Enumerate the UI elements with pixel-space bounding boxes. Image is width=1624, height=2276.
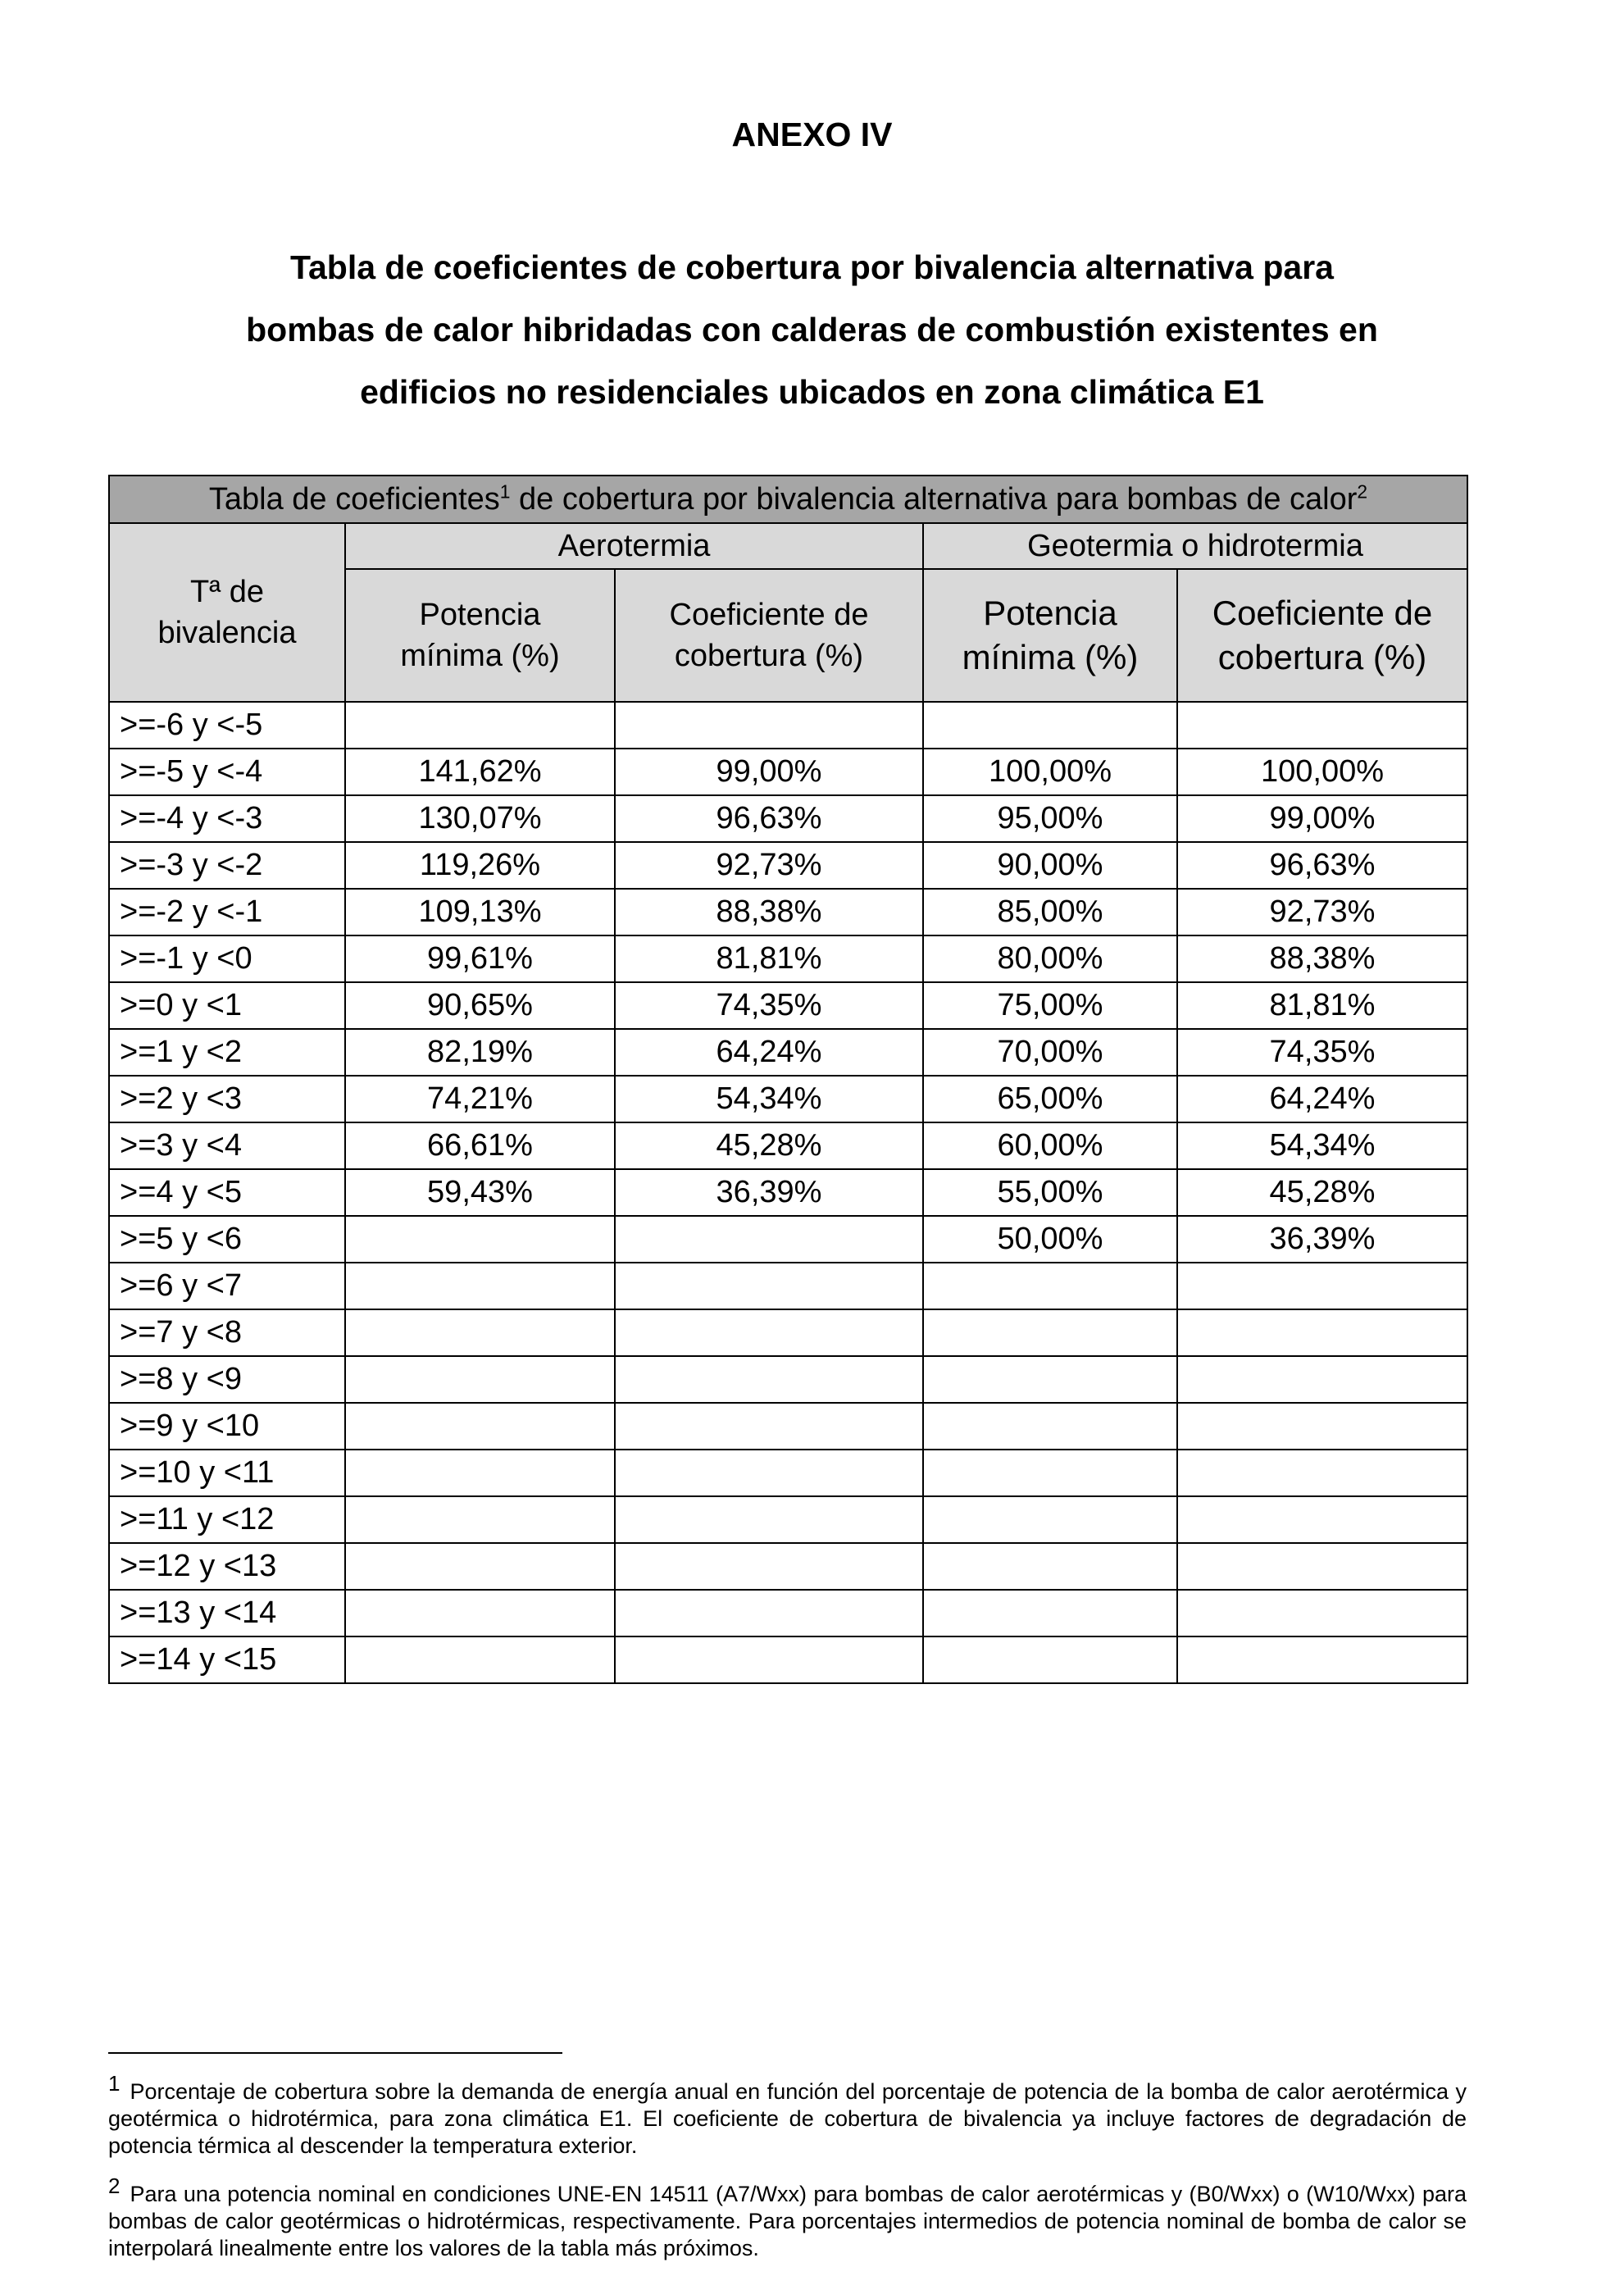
aero-potencia-cell: 74,21% <box>345 1076 615 1122</box>
aero-potencia-cell <box>345 1263 615 1309</box>
geo-coeficiente-cell <box>1177 1450 1467 1496</box>
aero-potencia-cell <box>345 1309 615 1356</box>
aero-potencia-cell <box>345 702 615 749</box>
geo-coeficiente-cell <box>1177 1543 1467 1590</box>
geo-potencia-cell <box>923 702 1177 749</box>
aero-coeficiente-cell: 92,73% <box>615 842 923 889</box>
table-row <box>109 1450 1467 1496</box>
geo-potencia-cell <box>923 1590 1177 1636</box>
aero-potencia-cell: 130,07% <box>345 795 615 842</box>
geo-coeficiente-cell <box>1177 702 1467 749</box>
aero-coeficiente-cell <box>615 1496 923 1543</box>
col-header-line: cobertura (%) <box>674 639 864 673</box>
geo-coeficiente-cell: 99,00% <box>1177 795 1467 842</box>
table-row <box>109 982 1467 1029</box>
title-line: bombas de calor hibridadas con calderas de combustión existentes en <box>246 311 1378 348</box>
geo-coeficiente-cell <box>1177 1496 1467 1543</box>
aero-coeficiente-cell: 99,00% <box>615 749 923 795</box>
table-row <box>109 935 1467 982</box>
col-header-line: Potencia <box>983 594 1117 632</box>
aero-coeficiente-cell <box>615 1450 923 1496</box>
aero-potencia-cell <box>345 1496 615 1543</box>
aero-coeficiente-cell <box>615 1263 923 1309</box>
geo-potencia-cell: 65,00% <box>923 1076 1177 1122</box>
annex-title: ANEXO IV <box>731 116 893 153</box>
table-row <box>109 702 1467 749</box>
aero-potencia-cell: 66,61% <box>345 1122 615 1169</box>
geo-potencia-cell <box>923 1450 1177 1496</box>
aero-coeficiente-cell: 45,28% <box>615 1122 923 1169</box>
aero-coeficiente-cell <box>615 702 923 749</box>
aero-coeficiente-cell: 96,63% <box>615 795 923 842</box>
aero-potencia-cell: 119,26% <box>345 842 615 889</box>
geo-potencia-cell: 60,00% <box>923 1122 1177 1169</box>
col-header-geo-coeficiente <box>1177 569 1467 702</box>
aero-coeficiente-cell <box>615 1403 923 1450</box>
aero-potencia-cell <box>345 1216 615 1263</box>
aero-coeficiente-cell <box>615 1636 923 1683</box>
col-header-line: mínima (%) <box>400 639 560 673</box>
title-line: edificios no residenciales ubicados en zona climática E1 <box>360 373 1264 411</box>
table-row <box>109 889 1467 935</box>
geo-coeficiente-cell: 45,28% <box>1177 1169 1467 1216</box>
col-header-line: Coeficiente de <box>1212 594 1433 632</box>
footnote-1 <box>108 2070 1467 2160</box>
footnote-2 <box>108 2173 1467 2262</box>
row-range-cell: >=-2 y <-1 <box>109 889 345 935</box>
row-range-cell: >=4 y <5 <box>109 1169 345 1216</box>
col-header-line: Coeficiente de <box>669 598 869 632</box>
geo-coeficiente-cell: 81,81% <box>1177 982 1467 1029</box>
col-header-line: mínima (%) <box>962 638 1139 676</box>
geo-coeficiente-cell: 74,35% <box>1177 1029 1467 1076</box>
footnote-text: Para una potencia nominal en condiciones UNE-EN 14511 (A7/Wxx) para bombas de calor aerotérmicas y (B0/Wxx) o (W10/Wxx) para bombas de calor geotérmicas o hidrotérmicas, respectivamente. Para porcentajes intermedios de potencia nominal de bomba de calor se interpolará linealmente entre los valores de la tabla más próximos. <box>108 2182 1467 2260</box>
aero-potencia-cell: 141,62% <box>345 749 615 795</box>
footnote-mark: 1 <box>108 2071 121 2096</box>
table-caption <box>109 476 1467 523</box>
table-row <box>109 1216 1467 1263</box>
table-row <box>109 1263 1467 1309</box>
table-row <box>109 1496 1467 1543</box>
footnote-ref-2: 2 <box>1357 480 1368 502</box>
group-header-aerotermia: Aerotermia <box>345 523 923 569</box>
geo-coeficiente-cell: 54,34% <box>1177 1122 1467 1169</box>
row-range-cell: >=-6 y <-5 <box>109 702 345 749</box>
aero-potencia-cell: 59,43% <box>345 1169 615 1216</box>
row-range-cell: >=11 y <12 <box>109 1496 345 1543</box>
aero-coeficiente-cell: 64,24% <box>615 1029 923 1076</box>
aero-potencia-cell <box>345 1356 615 1403</box>
aero-potencia-cell <box>345 1590 615 1636</box>
aero-coeficiente-cell: 88,38% <box>615 889 923 935</box>
aero-coeficiente-cell: 54,34% <box>615 1076 923 1122</box>
row-range-cell: >=6 y <7 <box>109 1263 345 1309</box>
geo-potencia-cell: 100,00% <box>923 749 1177 795</box>
aero-potencia-cell <box>345 1543 615 1590</box>
geo-coeficiente-cell: 88,38% <box>1177 935 1467 982</box>
footnote-text: Porcentaje de cobertura sobre la demanda de energía anual en función del porcentaje de potencia de la bomba de calor aerotérmica y geotérmica o hidrotérmica, para zona climática E1. El coeficiente de cobertura de bivalencia ya incluye factores de degradación de potencia térmica al descender la temperatura exterior. <box>108 2079 1467 2158</box>
row-range-cell: >=3 y <4 <box>109 1122 345 1169</box>
table-row <box>109 1356 1467 1403</box>
table-row <box>109 1543 1467 1590</box>
row-range-cell: >=-3 y <-2 <box>109 842 345 889</box>
aero-potencia-cell <box>345 1403 615 1450</box>
geo-coeficiente-cell <box>1177 1356 1467 1403</box>
coefficients-table <box>108 475 1468 1684</box>
geo-coeficiente-cell <box>1177 1636 1467 1683</box>
document-title <box>131 236 1493 423</box>
title-line: Tabla de coeficientes de cobertura por bivalencia alternativa para <box>290 248 1334 286</box>
table-row <box>109 795 1467 842</box>
geo-coeficiente-cell: 64,24% <box>1177 1076 1467 1122</box>
geo-potencia-cell: 55,00% <box>923 1169 1177 1216</box>
row-range-cell: >=9 y <10 <box>109 1403 345 1450</box>
col-header-aero-coeficiente <box>615 569 923 702</box>
col-header-line: cobertura (%) <box>1217 638 1427 676</box>
geo-coeficiente-cell <box>1177 1309 1467 1356</box>
row-range-cell: >=8 y <9 <box>109 1356 345 1403</box>
aero-coeficiente-cell: 81,81% <box>615 935 923 982</box>
table-row <box>109 1403 1467 1450</box>
geo-coeficiente-cell: 92,73% <box>1177 889 1467 935</box>
group-header-geotermia: Geotermia o hidrotermia <box>923 523 1467 569</box>
row-range-cell: >=5 y <6 <box>109 1216 345 1263</box>
geo-potencia-cell: 95,00% <box>923 795 1177 842</box>
row-range-cell: >=12 y <13 <box>109 1543 345 1590</box>
col-header-geo-potencia <box>923 569 1177 702</box>
temperature-header <box>109 523 345 702</box>
aero-coeficiente-cell <box>615 1543 923 1590</box>
geo-coeficiente-cell <box>1177 1403 1467 1450</box>
aero-coeficiente-cell: 36,39% <box>615 1169 923 1216</box>
geo-potencia-cell <box>923 1309 1177 1356</box>
geo-coeficiente-cell: 36,39% <box>1177 1216 1467 1263</box>
geo-potencia-cell <box>923 1263 1177 1309</box>
row-range-cell: >=13 y <14 <box>109 1590 345 1636</box>
geo-potencia-cell: 70,00% <box>923 1029 1177 1076</box>
aero-coeficiente-cell <box>615 1309 923 1356</box>
table-row <box>109 1309 1467 1356</box>
table-row <box>109 1076 1467 1122</box>
row-range-cell: >=-5 y <-4 <box>109 749 345 795</box>
aero-potencia-cell: 99,61% <box>345 935 615 982</box>
geo-potencia-cell <box>923 1403 1177 1450</box>
table-row <box>109 842 1467 889</box>
col-header-line: Potencia <box>419 598 541 632</box>
row-range-cell: >=14 y <15 <box>109 1636 345 1683</box>
row-range-cell: >=10 y <11 <box>109 1450 345 1496</box>
footnotes <box>108 2070 1467 2275</box>
aero-potencia-cell: 82,19% <box>345 1029 615 1076</box>
aero-coeficiente-cell <box>615 1356 923 1403</box>
caption-text: de cobertura por bivalencia alternativa para bombas de calor <box>510 481 1358 517</box>
table-row <box>109 1590 1467 1636</box>
geo-potencia-cell: 75,00% <box>923 982 1177 1029</box>
geo-coeficiente-cell <box>1177 1263 1467 1309</box>
table-row <box>109 1636 1467 1683</box>
aero-potencia-cell: 90,65% <box>345 982 615 1029</box>
footnote-separator <box>108 2052 562 2054</box>
aero-potencia-cell <box>345 1636 615 1683</box>
aero-potencia-cell <box>345 1450 615 1496</box>
aero-coeficiente-cell: 74,35% <box>615 982 923 1029</box>
aero-potencia-cell: 109,13% <box>345 889 615 935</box>
table-row <box>109 1169 1467 1216</box>
row-range-cell: >=7 y <8 <box>109 1309 345 1356</box>
row-range-cell: >=1 y <2 <box>109 1029 345 1076</box>
col-header-aero-potencia <box>345 569 615 702</box>
temperature-header-line: Tª de <box>189 575 265 609</box>
geo-potencia-cell: 90,00% <box>923 842 1177 889</box>
geo-potencia-cell <box>923 1356 1177 1403</box>
row-range-cell: >=-4 y <-3 <box>109 795 345 842</box>
geo-potencia-cell <box>923 1636 1177 1683</box>
geo-coeficiente-cell <box>1177 1590 1467 1636</box>
footnote-mark: 2 <box>108 2174 121 2198</box>
table-row <box>109 1029 1467 1076</box>
row-range-cell: >=-1 y <0 <box>109 935 345 982</box>
aero-coeficiente-cell <box>615 1590 923 1636</box>
geo-coeficiente-cell: 100,00% <box>1177 749 1467 795</box>
caption-text: Tabla de coeficientes <box>208 481 500 517</box>
aero-coeficiente-cell <box>615 1216 923 1263</box>
row-range-cell: >=2 y <3 <box>109 1076 345 1122</box>
geo-coeficiente-cell: 96,63% <box>1177 842 1467 889</box>
geo-potencia-cell: 50,00% <box>923 1216 1177 1263</box>
footnote-ref-1: 1 <box>499 480 511 502</box>
table-row <box>109 1122 1467 1169</box>
geo-potencia-cell <box>923 1496 1177 1543</box>
row-range-cell: >=0 y <1 <box>109 982 345 1029</box>
geo-potencia-cell: 80,00% <box>923 935 1177 982</box>
geo-potencia-cell: 85,00% <box>923 889 1177 935</box>
table-body <box>109 702 1467 1683</box>
temperature-header-line: bivalencia <box>157 616 297 650</box>
geo-potencia-cell <box>923 1543 1177 1590</box>
table-row <box>109 749 1467 795</box>
